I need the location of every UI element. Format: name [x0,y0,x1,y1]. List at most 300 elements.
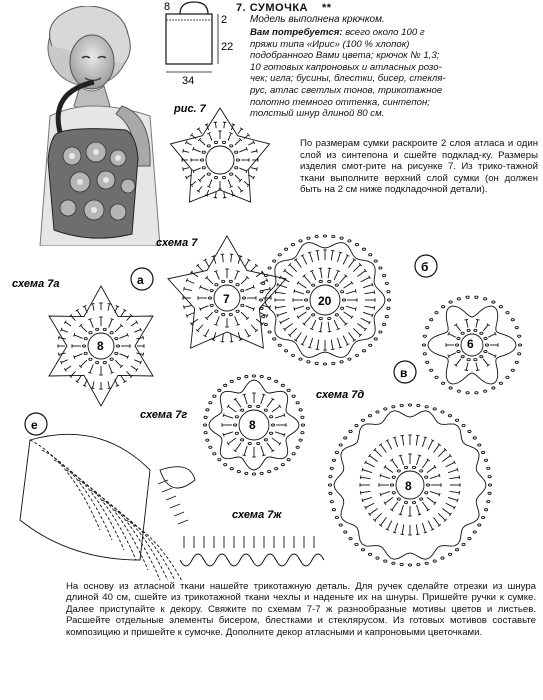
schema7d-motif-dots2 [368,553,371,555]
schema7d-motif-ring3 [362,499,363,502]
instructions-paragraph-2: На основу из атласной ткани нашейте трикотажную деталь. Для ручек сделайте отрезки из шнура длиной 40 см, сшейте из трикотажной ткани чехлы и наденьте их на шнуры. Пришейте ручки к сумке. Далее приступайте к декору. Свяжите по схемам 7-7 ж разнообразные мотивы цветов и листьев. Расшейте отдельные элементы бисером, блестками и стеклярусом. Из готовых мотивов составьте композицию и пришейте к сумочке. Дополните декор атласными и капроновыми цветочками. [66,581,536,638]
schema7b-motif-ring3 [276,306,286,308]
schema7b-motif-ring3 [349,332,355,340]
schema7b-motif-ring3 [357,324,365,330]
schema7v-motif-ring1 [456,325,461,331]
schema7d-motif-ring1 [400,456,403,466]
schema7-motif-ring2 [187,313,194,316]
schema7v-motif-dots1 [484,350,487,352]
schema7v-motif-ring1 [464,370,468,371]
materials-line3: подобранного Вами цвета; крючок № 1,3; [250,50,440,62]
schema7-motif-dots1 [241,290,244,292]
schema7g-motif-dots2 [275,380,278,382]
schema7g-motif-dots2 [237,471,240,473]
label-schema7d: схема 7д [316,389,365,401]
schema7v-motif-dots2 [426,361,429,363]
leaf-e-row [114,510,184,580]
schema7b-motif-ring1 [334,271,338,280]
schema7g-motif-dots2 [281,384,284,386]
schema7d-motif-ring3 [381,445,387,453]
schema7d-motif-dots2 [400,563,403,565]
schema7d-motif-dots1 [397,498,400,500]
schema7-motif-ring2 [251,325,256,331]
schema7d-motif-dots2 [441,557,444,559]
schema7v-motif-ring1 [488,334,495,337]
schema7v-motif-dots1 [457,337,460,339]
motif-center-7b: 20 [318,294,332,308]
schema7g-motif-dots2 [204,416,207,418]
schema7d-motif-ring3 [362,468,363,471]
schema7d-motif-dots2 [376,557,379,559]
schema7d-motif-dots2 [408,404,411,406]
schema7d-motif-ring3 [402,436,404,446]
fig7-motif-dots1 [207,173,210,175]
badge-b [415,255,437,277]
schema7d-motif-ring1 [427,467,435,473]
schema7b-motif-ring3 [353,328,360,335]
schema7d-motif-dots2 [332,459,335,461]
schema7d-motif-dots2 [329,476,332,478]
schema7v-motif-dots2 [435,312,438,314]
schema7d-motif-ring3 [375,450,382,457]
schema7zh-leaf-stitch [166,496,176,500]
schema7d-motif-ring3 [370,509,378,515]
schema7b-motif-dots2 [299,358,302,360]
schema7v-motif-dots2 [475,392,478,394]
schema7b-motif-ring1 [319,331,323,332]
schema7a-motif-ring1 [74,354,82,357]
schema7d-motif-dots2 [376,411,379,413]
schema7v-motif-ring1 [456,359,461,365]
schema7v-motif-dots2 [426,327,429,329]
schema7g-motif-dots2 [301,416,304,418]
schema7b-motif-dots2 [387,299,390,301]
schema7-motif-ring2 [198,325,203,331]
fig7-motif-ring1 [199,139,205,145]
schema7d-motif-ring3 [395,523,398,533]
schema7b-motif-ring1 [339,317,346,325]
schema7b-motif-ring1 [320,322,321,332]
svg-text:в: в [400,366,408,380]
schema7d-motif-dots2 [455,549,458,551]
schema7b-motif-ring3 [343,336,348,345]
leaf-e-row [54,460,124,550]
fig7-motif-ring2 [224,122,225,128]
schema7zh-leaf [160,467,195,488]
schema7b-motif-ring1 [344,283,352,288]
schema7-motif-ring2 [212,339,215,340]
fig7-motif-ring2 [186,142,191,145]
schema7-motif-ring2 [231,254,232,262]
schema7a-motif-ring1 [127,355,128,358]
schema7d-motif-dots2 [462,424,465,426]
schema7v-motif-dots1 [461,332,464,334]
schema7d-motif-dots1 [426,484,429,486]
schema7a-motif-ring2 [121,310,125,316]
schema7d-motif-ring3 [393,532,396,533]
schema7b-motif-dots2 [369,344,372,346]
schema7-motif-ring1 [200,285,201,288]
schema7b-motif-ring1 [328,331,332,332]
schema7d-motif-dots2 [473,531,476,533]
fig7-motif-dots1 [200,159,203,161]
schema7d-motif-dots2 [487,501,490,503]
motif-center-7g: 8 [249,418,256,432]
fig7-motif-dots1 [202,151,205,153]
schema7d-motif-dots2 [339,524,342,526]
schema7d-motif-dots2 [481,451,484,453]
schema7-motif-dots1 [222,280,225,282]
schema7a-motif-ring2 [77,310,81,316]
schema7b-motif-ring1 [344,312,352,317]
schema7b-motif-ring3 [275,290,276,294]
schema7-motif-dots1 [215,310,218,312]
schema7a-motif-dots1 [103,361,106,363]
schema7g-motif-dots1 [257,442,260,444]
schema7d-motif-ring1 [399,514,402,515]
schema7v-motif-dots2 [518,344,521,346]
schema7-motif-ring1 [200,287,208,290]
schema7d-motif-ring1 [385,467,393,473]
schema7-motif-ring2 [187,280,194,283]
schema7-motif-ring2 [239,339,242,340]
schema7b-motif-ring3 [276,292,286,294]
schema7d-motif-dots2 [408,564,411,566]
schema7b-motif-ring1 [298,312,306,317]
schema7b-motif-dots2 [291,243,294,245]
fig7-motif-ring1 [209,179,212,186]
schema7g-motif-ring1 [284,433,285,436]
schema7d-motif-ring1 [439,474,440,477]
schema7v-motif-dots2 [435,376,438,378]
schema7b-motif-ring3 [285,271,293,277]
schema7b-motif-ring3 [339,252,342,253]
schema7d-motif-ring3 [381,517,387,525]
schema7b-motif-dots2 [340,361,343,363]
fig7-motif-dots1 [202,167,205,169]
schema7a-motif-ring1 [110,319,113,320]
schema7-motif-ring2 [260,280,267,283]
schema7v-motif-dots1 [467,359,470,361]
schema7d-motif-dots1 [420,498,423,500]
schema7-motif-ring1 [216,271,219,279]
schema7g-motif-dots2 [245,376,248,378]
schema7g-motif-dots2 [224,384,227,386]
fig7-motif-ring2 [215,122,216,128]
schema7g-motif-ring1 [261,395,264,405]
schema7-motif-ring1 [241,277,247,283]
schema7g-motif-ring1 [267,443,273,451]
schema7a-motif-dots1 [89,332,92,334]
fig7-motif-ring2 [205,124,208,125]
schema7b-motif-dots2 [369,254,372,256]
schema7g-motif-ring1 [272,438,280,444]
fig7-motif-ring1 [193,147,194,150]
schema7-motif-ring1 [216,316,219,324]
schema7g-motif-ring1 [224,415,234,418]
schema7a-motif-ring2 [93,381,94,388]
schema7b-motif-dots1 [341,307,344,309]
schema7d-motif-dots2 [448,553,451,555]
schema7d-motif-ring1 [439,493,440,496]
schema7v-motif-dots2 [441,306,444,308]
schema7g-motif-dots2 [237,377,240,379]
schema7g-motif-dots1 [235,432,238,434]
schema7b-motif-ring3 [308,252,311,253]
leaf-e-row [66,470,136,560]
schema7b-motif-ring3 [277,283,278,286]
schema7d-motif-dots2 [473,437,476,439]
schema7b-motif-ring3 [315,250,319,251]
schema7d-motif-ring3 [428,440,433,449]
fig7-motif-dots1 [235,167,238,169]
schema7b-motif-ring3 [337,338,340,348]
schema7b-motif-dots2 [262,282,265,284]
fig7-motif-dots1 [230,145,233,147]
schema7d-motif-ring3 [362,497,372,500]
schema7b-motif-dots2 [260,291,263,293]
schema7d-motif-ring1 [380,493,381,496]
schema7g-motif-ring1 [228,406,236,412]
schema7b-motif-ring1 [294,306,304,309]
schema7a-motif-ring1 [80,360,86,366]
schema7b-motif-ring3 [363,312,373,315]
schema7b-motif-dots1 [312,314,315,316]
schema7d-motif-dots2 [339,444,342,446]
schema7d-motif-dots2 [425,562,428,564]
schema7g-motif-ring1 [244,446,247,456]
fig7-motif-ring1 [229,133,232,134]
schema7v-motif-ring1 [476,363,478,371]
schema7b-motif-ring3 [277,314,278,317]
schema7v-motif-dots2 [466,296,469,298]
schema7g-motif-dots2 [287,389,290,391]
schema7-motif-ring2 [238,332,240,340]
schema7b-motif-dots2 [348,358,351,360]
schema7g-motif-dots2 [299,439,302,441]
schema7v-motif-dots2 [457,298,460,300]
schema7g-motif-ring1 [262,394,265,395]
schema7v-motif-dots1 [485,344,488,346]
schema7d-motif-ring1 [422,460,428,468]
schema7d-motif-dots2 [433,560,436,562]
schema7d-motif-dots2 [484,459,487,461]
schema7d-motif-dots2 [344,531,347,533]
leaf-e-row [90,490,160,580]
schema7a-motif-dots1 [96,361,99,363]
schema7b-motif-ring3 [277,312,287,315]
schema7a-motif-ring1 [74,335,82,338]
schema7b-motif-dots2 [340,237,343,239]
schema7d-motif-dots2 [335,451,338,453]
schema7d-motif-dots2 [425,406,428,408]
fig7-motif-core [206,146,234,174]
schema7v-motif-ring1 [449,353,456,356]
schema7d-motif-ring1 [418,514,421,515]
schema7-motif-ring2 [251,265,256,271]
schema7-motif-ring1 [200,307,201,310]
schema7a-motif-ring2 [143,353,144,357]
leaf-e-row [42,450,112,540]
schema7a-motif-ring1 [127,333,128,336]
schema7d-motif-ring3 [365,503,374,508]
schema7a-motif-ring1 [119,335,127,338]
schema7a-motif-dots1 [103,328,106,330]
schema7v-motif-dots1 [484,337,487,339]
leaf-e-row [102,500,172,580]
schema7b-motif-ring3 [296,260,302,268]
schema7b-motif-dots1 [328,317,331,319]
schema7-motif-ring2 [231,334,232,342]
fig7-motif-ring2 [192,181,196,185]
schema7a-motif-ring2 [85,306,88,312]
schema7g-motif-dots1 [264,439,267,441]
schema7g-motif-ring1 [261,446,264,456]
schema7b-motif-ring3 [357,271,365,277]
fig7-motif-ring1 [239,149,246,152]
schema7b-motif-dots2 [268,267,271,269]
schema7v-motif-dots2 [423,353,426,355]
label-fig7: рис. 7 [174,103,206,115]
schema7b-motif-dots1 [335,284,338,286]
schema7b-motif-ring3 [331,251,333,261]
schema7d-motif-ring3 [434,517,440,525]
schema7-motif-ring1 [235,271,238,279]
schema7d-motif-ring3 [424,532,427,533]
schema7-motif-ring2 [213,332,215,340]
schema7b-motif-ring3 [290,328,297,335]
fig7-motif-ring2 [251,151,257,152]
fig7-motif-ring2 [248,142,253,145]
schema7b-motif-dots2 [260,307,263,309]
materials-line5: чек; игла; бусины, блестки, бисер, стекля- [250,73,446,85]
schema7b-motif-ring3 [308,347,311,348]
difficulty-stars: ** [321,2,332,14]
schema7v-motif-ring1 [476,319,480,320]
schema7b-motif-ring3 [372,314,373,317]
schema7a-motif-dots1 [96,328,99,330]
schema7a-motif-ring2 [108,304,109,311]
schema7b-motif-ring1 [320,268,321,278]
schema7d-motif-ring3 [416,436,418,446]
schema7d-motif-dots2 [355,424,358,426]
schema7d-motif-dots1 [425,476,428,478]
schema7d-motif-dots1 [425,492,428,494]
fig7-motif-dots1 [230,173,233,175]
schema7-motif-ring1 [235,316,238,324]
schema7b-motif-ring1 [312,320,316,329]
schema7v-motif-ring1 [466,363,468,371]
schema7d-motif-dots1 [404,501,407,503]
schema7-motif-ring2 [184,287,185,291]
schema7b-motif-dots1 [341,291,344,293]
schema7b-motif-dots1 [335,314,338,316]
schema7d-motif-ring3 [416,525,418,535]
schema7g-motif-dots2 [245,472,248,474]
schema7zh-leaf-stitch [174,512,184,516]
schema7d-motif-dots2 [488,476,491,478]
schema7-motif-ring2 [245,329,249,336]
schema7v-motif-ring1 [488,353,495,356]
schema7d-motif-ring3 [360,491,361,495]
schema7g-motif-dots2 [206,409,209,411]
schema7b-motif-ring1 [355,307,356,310]
schema7b-motif-dots2 [284,350,287,352]
schema7b-motif-ring3 [315,349,319,350]
schema7d-motif-dots2 [433,408,436,410]
schema7b-motif-dots2 [385,315,388,317]
fig7-motif-ring1 [246,147,247,150]
fig7-motif-dots1 [222,176,225,178]
schema7-motif-ring2 [262,289,270,291]
schema7a-motif-dots1 [110,332,113,334]
schema7a-motif-dots1 [82,345,85,347]
schema7v-motif-ring1 [483,325,488,331]
schema7g-motif-dots2 [204,432,207,434]
label-schema7a: схема 7а [12,278,60,290]
schema7d-motif-ring1 [430,475,440,478]
schema7v-motif-dots2 [492,301,495,303]
schema7b-motif-dots2 [385,282,388,284]
schema7g-motif-dots1 [257,405,260,407]
schema7d-motif-ring3 [422,523,425,533]
schema7g-motif-dots2 [224,464,227,466]
schema7d-motif-dots2 [332,509,335,511]
schema7d-motif-ring1 [427,497,435,503]
motif-center-7d: 8 [405,479,412,493]
schema7d-motif-ring3 [457,468,458,471]
schema7-motif-ring2 [184,305,192,307]
schema7a-motif-ring2 [143,336,144,340]
schema7d-motif-ring3 [361,477,371,479]
schema7-motif-ring2 [222,334,223,342]
schema7g-motif-dots2 [268,471,271,473]
schema7g-motif-ring1 [244,395,247,405]
fig7-motif-ring2 [183,149,184,152]
fig7-motif-ring1 [235,175,241,181]
schema7v-motif-dots2 [492,387,495,389]
schema7d-motif-dots2 [349,430,352,432]
schema7d-motif-dots1 [420,470,423,472]
schema7d-motif-ring3 [438,450,445,457]
schema7d-motif-dots2 [330,501,333,503]
schema7v-motif-dots2 [518,335,521,337]
schema7b-motif-ring3 [317,251,319,261]
svg-text:а: а [137,273,144,287]
schema7b-motif-ring1 [328,268,329,278]
schema7a-motif-ring2 [115,379,118,385]
schema7g-motif-ring1 [235,399,241,407]
schema7a-motif-ring2 [140,328,141,331]
schema7-motif-ring1 [245,287,253,290]
schema7b-motif-ring1 [304,276,311,284]
schema7b-motif-dots2 [315,235,318,237]
fig7-motif-ring1 [199,175,205,181]
schema7b-motif-ring3 [343,255,348,264]
schema7g-motif-ring1 [272,406,280,412]
schema7b-motif-ring1 [319,268,323,269]
instructions-paragraph-1: По размерам сумки раскроите 2 слоя атласа и один слой из синтепона и сшейте подклад-ку. Размеры изделия смот-рите на рисунке 7. Из трико-тажной ткани выполните верхний слой сумки (он должен быть на 2 см ниже подкладочной детали). [300,138,538,196]
schema7-motif-dots1 [241,304,244,306]
schema7v-motif-dots2 [430,319,433,321]
schema7g-motif-dots1 [233,424,236,426]
schema7g-motif-dots2 [260,376,263,378]
schema7v-motif-dots2 [475,296,478,298]
schema7v-motif-ring1 [476,320,478,328]
schema7g-motif-dots2 [301,424,304,426]
schema7v-motif-ring1 [464,319,468,320]
schema7v-motif-dots2 [466,392,469,394]
